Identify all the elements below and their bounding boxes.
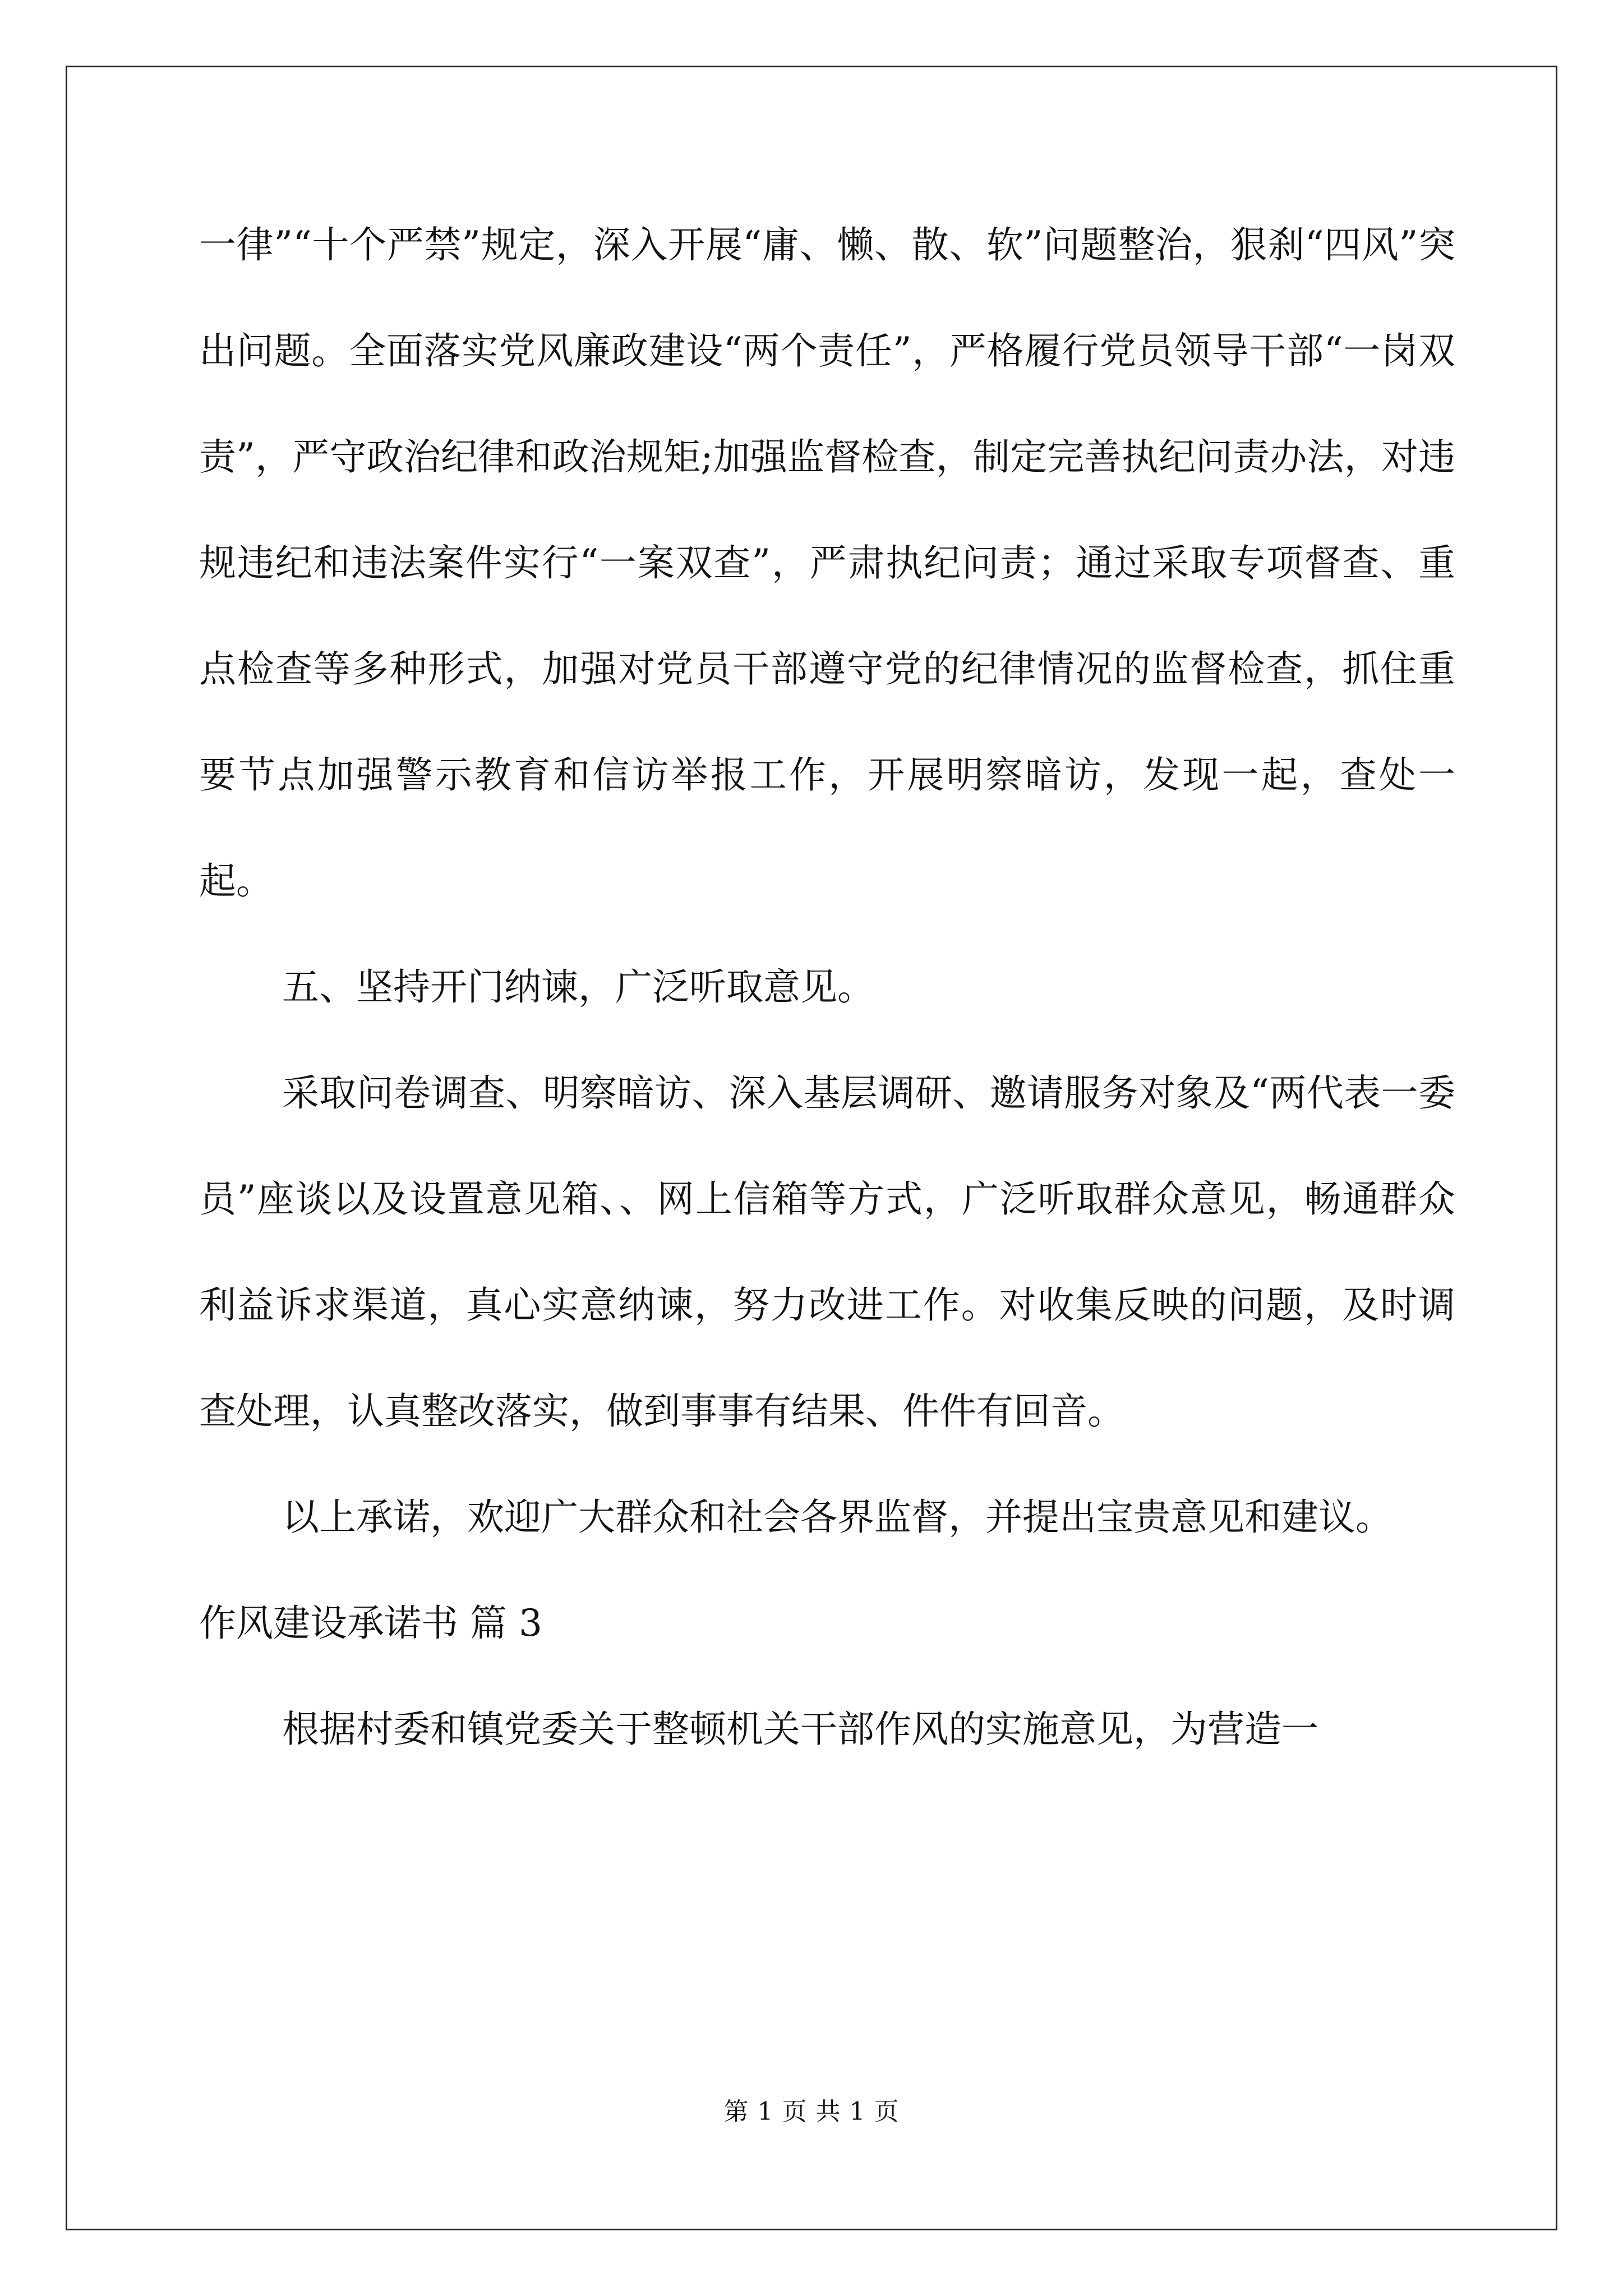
page-footer: 第 1 页 共 1 页	[723, 2097, 900, 2126]
paragraph-continuation: 一律”“十个严禁”规定，深入开展“庸、懒、散、软”问题整治，狠刹“四风”突出问题。全面落实党风廉政建设“两个责任”，严格履行党员领导干部“一岗双责”，严守政治纪律和政治规矩;加强监督检查，制定完善执纪问责办法，对违规违纪和违法案件实行“一案双查”，严肃执纪问责；通过采取专项督查、重点检查等多种形式，加强对党员干部遵守党的纪律情况的监督检查，抓住重要节点加强警示教育和信访举报工作，开展明察暗访，发现一起，查处一起。	[199, 223, 1455, 903]
paragraph-open-door: 采取问卷调查、明察暗访、深入基层调研、邀请服务对象及“两代表一委员”座谈以及设置意见箱、、网上信箱等方式，广泛听取群众意见，畅通群众利益诉求渠道，真心实意纳谏，努力改进工作。对收集反映的问题，及时调查处理，认真整改落实，做到事事有结果、件件有回音。	[199, 1071, 1455, 1433]
section-heading-5: 五、坚持开门纳谏，广泛听取意见。	[282, 965, 874, 1009]
article-title: 作风建设承诺书 篇 3	[199, 1602, 542, 1645]
paragraph-closing-promise: 以上承诺，欢迎广大群众和社会各界监督，并提出宝贵意见和建议。	[282, 1496, 1393, 1539]
document-body	[199, 192, 1455, 1782]
paragraph-intro: 根据村委和镇党委关于整顿机关干部作风的实施意见，为营造一	[282, 1708, 1318, 1751]
